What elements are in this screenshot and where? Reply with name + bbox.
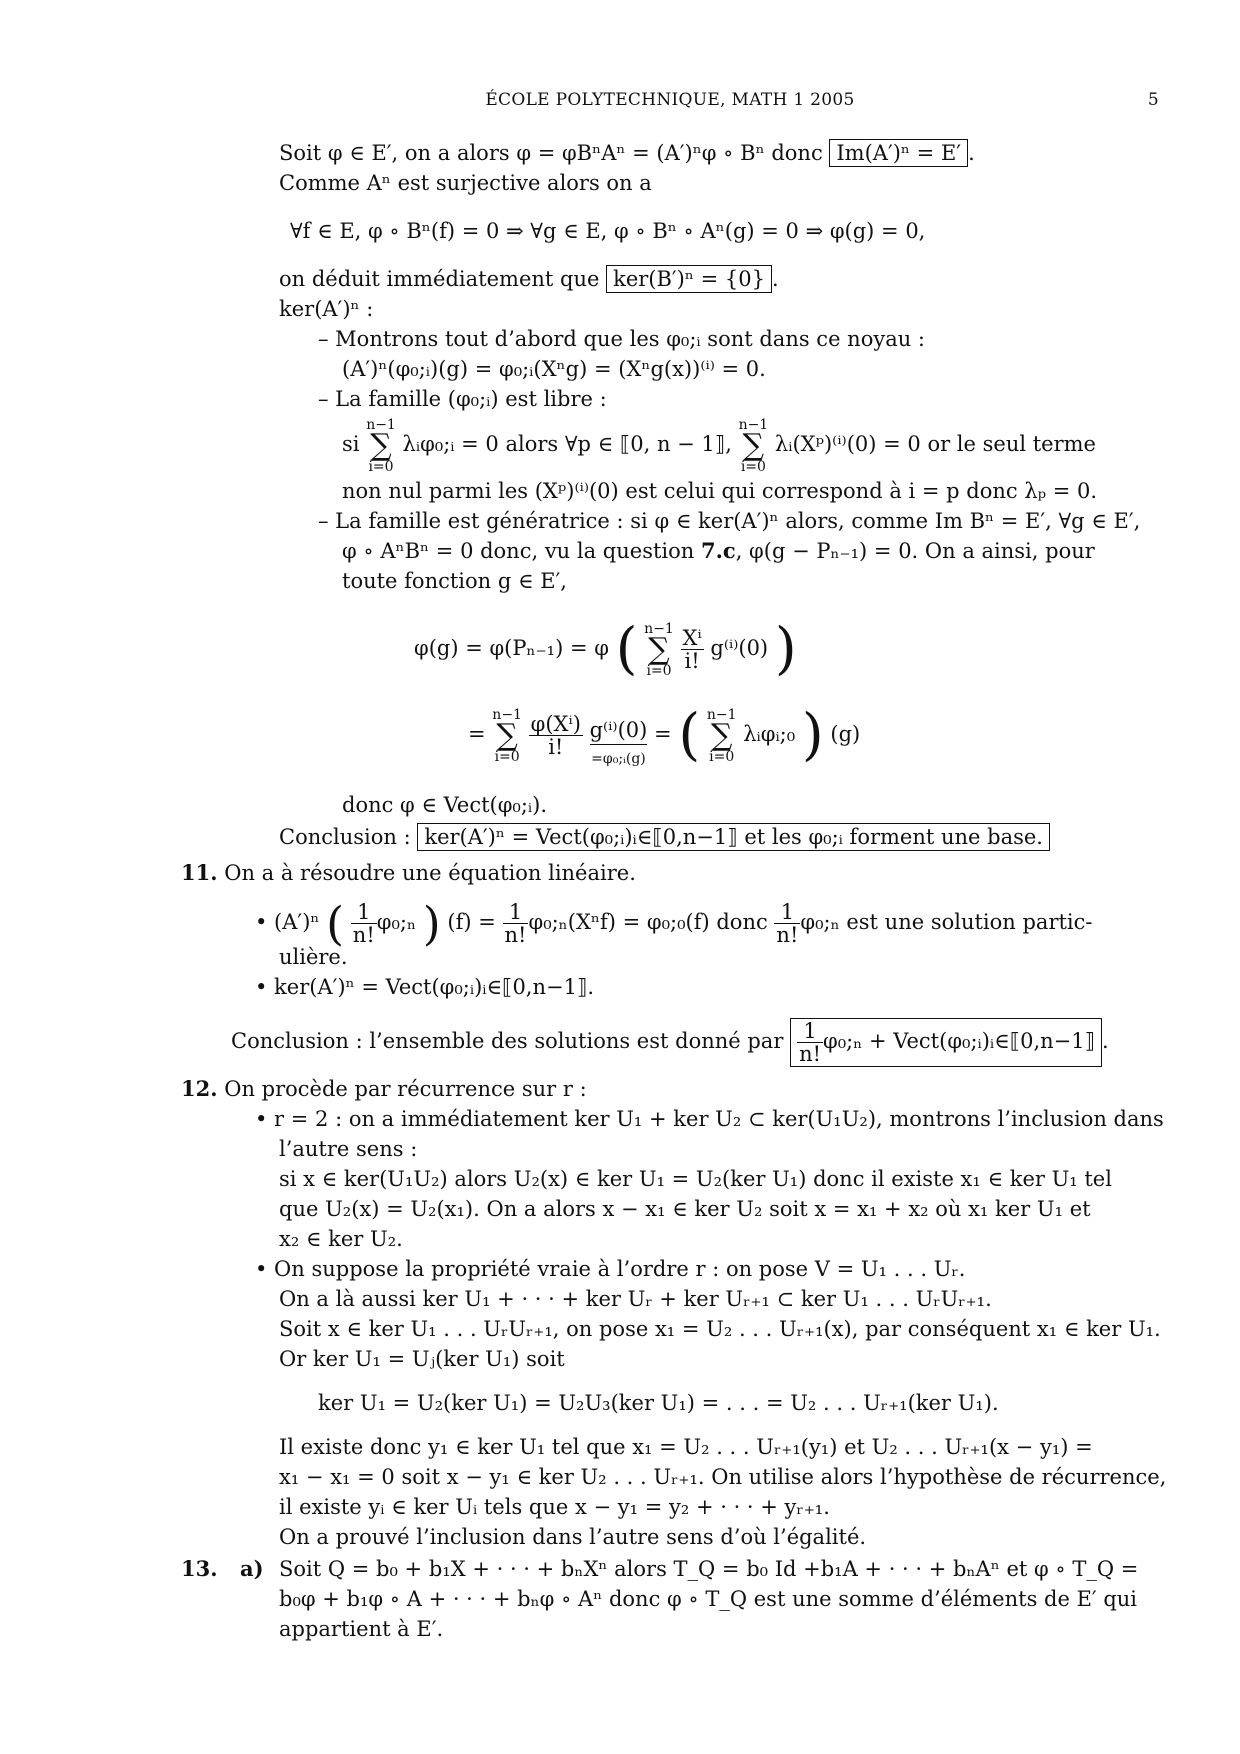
bullet-item: • ker(A′)ⁿ = Vect(φ₀;ᵢ)ᵢ∈⟦0,n−1⟧. bbox=[255, 975, 595, 999]
boxed-result bbox=[790, 1018, 1102, 1067]
sum-upper: n−1 bbox=[492, 706, 522, 723]
fraction bbox=[797, 1020, 823, 1065]
text-span: Soit φ ∈ E′, on a alors φ = φBⁿAⁿ = (A′)ⁿφ ∘ Bⁿ donc bbox=[279, 141, 823, 165]
text-line: l’autre sens : bbox=[279, 1137, 418, 1161]
right-paren: ) bbox=[801, 702, 824, 768]
summation bbox=[366, 418, 396, 474]
text-line: que U₂(x) = U₂(x₁). On a alors x − x₁ ∈ ker U₂ soit x = x₁ + x₂ où x₁ ker U₁ et bbox=[279, 1197, 1091, 1221]
text-line: ulière. bbox=[279, 945, 348, 969]
sigma-symbol: ∑ bbox=[710, 717, 733, 753]
text-line: appartient à E′. bbox=[279, 1617, 444, 1641]
math-span: λᵢφᵢ;₀ bbox=[743, 722, 796, 746]
question-number: 12. bbox=[181, 1076, 218, 1101]
sigma-symbol: ∑ bbox=[496, 717, 518, 753]
sum-upper: n−1 bbox=[738, 416, 769, 433]
question-11 bbox=[181, 860, 636, 886]
right-paren: ) bbox=[422, 896, 441, 951]
question-number: 13. bbox=[181, 1556, 218, 1581]
text-line: il existe yᵢ ∈ ker Uᵢ tels que x − y₁ = y₂ + · · · + yᵣ₊₁. bbox=[279, 1495, 830, 1519]
sub-question-label bbox=[240, 1556, 264, 1582]
text-line: toute fonction g ∈ E′, bbox=[342, 569, 567, 593]
brace-content: g⁽ⁱ⁾(0) bbox=[589, 718, 648, 742]
denominator: n! bbox=[799, 1042, 822, 1066]
brace-label: =φ₀;ᵢ(g) bbox=[590, 744, 648, 771]
text-line: non nul parmi les (Xᵖ)⁽ⁱ⁾(0) est celui qui correspond à i = p donc λₚ = 0. bbox=[342, 479, 1098, 503]
header-title: ÉCOLE POLYTECHNIQUE, MATH 1 2005 bbox=[485, 90, 855, 110]
text-span: , φ(g − Pₙ₋₁) = 0. On a ainsi, pour bbox=[735, 539, 1095, 563]
math-span: φ₀;ₙ + Vect(φ₀;ᵢ)ᵢ∈⟦0,n−1⟧ bbox=[823, 1029, 1096, 1053]
text-line: On a là aussi ker U₁ + · · · + ker Uᵣ + ker Uᵣ₊₁ ⊂ ker U₁ . . . UᵣUᵣ₊₁. bbox=[279, 1287, 992, 1311]
sub-question-number: a) bbox=[240, 1556, 264, 1581]
boxed-result: ker(A′)ⁿ = Vect(φ₀;ᵢ)ᵢ∈⟦0,n−1⟧ et les φ₀;ᵢ forment une base. bbox=[417, 823, 1050, 851]
text-line: x₂ ∈ ker U₂. bbox=[279, 1227, 403, 1251]
math-span: = bbox=[468, 722, 486, 746]
page-number: 5 bbox=[1147, 90, 1159, 110]
bullet-item: • On suppose la propriété vraie à l’ordre r : on pose V = U₁ . . . Uᵣ. bbox=[255, 1257, 966, 1281]
text-span: • (A′)ⁿ bbox=[255, 910, 320, 934]
text-span: λᵢφ₀;ᵢ = 0 alors ∀p ∈ ⟦0, n − 1⟧, bbox=[402, 432, 732, 456]
text-line bbox=[342, 538, 1095, 564]
boxed-result: ker(B′)ⁿ = {0} bbox=[606, 265, 772, 293]
text-span: On a à résoudre une équation linéaire. bbox=[224, 861, 636, 885]
underbrace bbox=[590, 718, 648, 771]
numerator: φ(Xⁱ) bbox=[530, 712, 581, 736]
numerator: 1 bbox=[351, 901, 377, 924]
math-span: = bbox=[654, 722, 672, 746]
dash-item: – Montrons tout d’abord que les φ₀;ᵢ sont dans ce noyau : bbox=[318, 327, 926, 351]
text-span: φ₀;ₙ est une solution partic- bbox=[800, 910, 1093, 934]
sum-lower: i=0 bbox=[368, 458, 394, 475]
math-span: (g) bbox=[830, 722, 861, 746]
left-paren: ( bbox=[678, 702, 701, 768]
fraction bbox=[529, 713, 583, 758]
text-span: φ ∘ AⁿBⁿ = 0 donc, vu la question bbox=[342, 539, 695, 563]
display-equation bbox=[414, 610, 797, 686]
question-ref: 7.c bbox=[700, 538, 736, 563]
display-equation: ∀f ∈ E, φ ∘ Bⁿ(f) = 0 ⇒ ∀g ∈ E, φ ∘ Bⁿ ∘ Aⁿ(g) = 0 ⇒ φ(g) = 0, bbox=[290, 219, 926, 243]
sigma-symbol: ∑ bbox=[742, 427, 765, 463]
denominator: i! bbox=[684, 649, 700, 673]
text-line: Soit Q = b₀ + b₁X + · · · + bₙXⁿ alors T_Q = b₀ Id +b₁A + · · · + bₙAⁿ et φ ∘ T_Q = bbox=[279, 1557, 1139, 1581]
bullet-item: • r = 2 : on a immédiatement ker U₁ + ker U₂ ⊂ ker(U₁U₂), montrons l’inclusion dans bbox=[255, 1107, 1164, 1131]
left-paren: ( bbox=[326, 896, 345, 951]
text-line: Or ker U₁ = Uⱼ(ker U₁) soit bbox=[279, 1347, 565, 1371]
text-line bbox=[279, 266, 779, 292]
summation bbox=[739, 418, 769, 474]
text-span: Conclusion : l’ensemble des solutions est donné par bbox=[231, 1029, 784, 1053]
left-paren: ( bbox=[615, 616, 638, 682]
denominator: n! bbox=[504, 923, 527, 947]
text-line: (A′)ⁿ(φ₀;ᵢ)(g) = φ₀;ᵢ(Xⁿg) = (Xⁿg(x))⁽ⁱ⁾ = 0. bbox=[342, 357, 766, 381]
text-line bbox=[231, 1010, 1109, 1072]
text-line: Il existe donc y₁ ∈ ker U₁ tel que x₁ = U₂ . . . Uᵣ₊₁(y₁) et U₂ . . . Uᵣ₊₁(x − y₁) = bbox=[279, 1435, 1093, 1459]
right-paren: ) bbox=[774, 616, 797, 682]
dash-item: – La famille (φ₀;ᵢ) est libre : bbox=[318, 387, 607, 411]
text-line bbox=[279, 824, 1050, 850]
math-span: φ(g) = φ(Pₙ₋₁) = φ bbox=[414, 636, 609, 660]
sum-upper: n−1 bbox=[366, 416, 396, 433]
sigma-symbol: ∑ bbox=[370, 427, 392, 463]
text-line: donc φ ∈ Vect(φ₀;ᵢ). bbox=[342, 793, 547, 817]
fraction bbox=[503, 901, 529, 946]
text-span: . bbox=[968, 141, 975, 165]
math-span: φ₀;ₙ bbox=[376, 910, 417, 934]
text-line: Comme Aⁿ est surjective alors on a bbox=[279, 171, 652, 195]
sum-lower: i=0 bbox=[646, 662, 672, 679]
text-span: si bbox=[342, 432, 360, 456]
dash-item: – La famille est génératrice : si φ ∈ ker(A′)ⁿ alors, comme Im Bⁿ = E′, ∀g ∈ E′, bbox=[318, 509, 1141, 533]
display-equation bbox=[468, 696, 860, 786]
text-line: Soit x ∈ ker U₁ . . . UᵣUᵣ₊₁, on pose x₁ = U₂ . . . Uᵣ₊₁(x), par conséquent x₁ ∈ ker U₁. bbox=[279, 1317, 1161, 1341]
text-line bbox=[279, 140, 975, 166]
math-span: g⁽ⁱ⁾(0) bbox=[710, 636, 769, 660]
numerator: Xⁱ bbox=[682, 626, 702, 650]
text-line: si x ∈ ker(U₁U₂) alors U₂(x) ∈ ker U₁ = U₂(ker U₁) donc il existe x₁ ∈ ker U₁ tel bbox=[279, 1167, 1112, 1191]
math-span: (f) = bbox=[447, 910, 496, 934]
text-line: x₁ − x₁ = 0 soit x − y₁ ∈ ker U₂ . . . Uᵣ₊₁. On utilise alors l’hypothèse de récurrence, bbox=[279, 1465, 1167, 1489]
summation bbox=[492, 708, 522, 764]
bullet-item bbox=[255, 892, 1093, 952]
text-span: On procède par récurrence sur r : bbox=[224, 1077, 587, 1101]
summation bbox=[644, 622, 674, 678]
sum-lower: i=0 bbox=[494, 748, 520, 765]
display-equation: ker U₁ = U₂(ker U₁) = U₂U₃(ker U₁) = . . . = U₂ . . . Uᵣ₊₁(ker U₁). bbox=[318, 1391, 999, 1415]
sum-upper: n−1 bbox=[706, 706, 737, 723]
text-line: On a prouvé l’inclusion dans l’autre sens d’où l’égalité. bbox=[279, 1525, 867, 1549]
fraction bbox=[681, 627, 704, 672]
boxed-result: Im(A′)ⁿ = E′ bbox=[829, 139, 968, 167]
question-12 bbox=[181, 1076, 587, 1102]
sum-lower: i=0 bbox=[709, 748, 735, 765]
text-span: on déduit immédiatement que bbox=[279, 267, 600, 291]
summation bbox=[707, 708, 737, 764]
denominator: i! bbox=[548, 735, 564, 759]
text-line bbox=[342, 414, 1096, 474]
text-line: ker(A′)ⁿ : bbox=[279, 297, 374, 321]
sum-lower: i=0 bbox=[740, 458, 766, 475]
sum-upper: n−1 bbox=[644, 620, 674, 637]
denominator: n! bbox=[352, 923, 375, 947]
fraction bbox=[774, 901, 800, 946]
numerator: 1 bbox=[797, 1020, 823, 1043]
numerator: 1 bbox=[503, 901, 529, 924]
math-span: φ₀;ₙ(Xⁿf) = φ₀;₀(f) donc bbox=[528, 910, 768, 934]
denominator: n! bbox=[776, 923, 799, 947]
text-span: λᵢ(Xᵖ)⁽ⁱ⁾(0) = 0 or le seul terme bbox=[774, 432, 1096, 456]
fraction bbox=[351, 901, 377, 946]
text-span: Conclusion : bbox=[279, 825, 411, 849]
text-line: b₀φ + b₁φ ∘ A + · · · + bₙφ ∘ Aⁿ donc φ ∘ T_Q est une somme d’éléments de E′ qui bbox=[279, 1587, 1138, 1611]
question-number: 11. bbox=[181, 860, 218, 885]
sigma-symbol: ∑ bbox=[648, 631, 670, 667]
text-span: . bbox=[1102, 1029, 1109, 1053]
text-span: . bbox=[772, 267, 779, 291]
numerator: 1 bbox=[774, 901, 800, 924]
question-13 bbox=[181, 1556, 218, 1582]
